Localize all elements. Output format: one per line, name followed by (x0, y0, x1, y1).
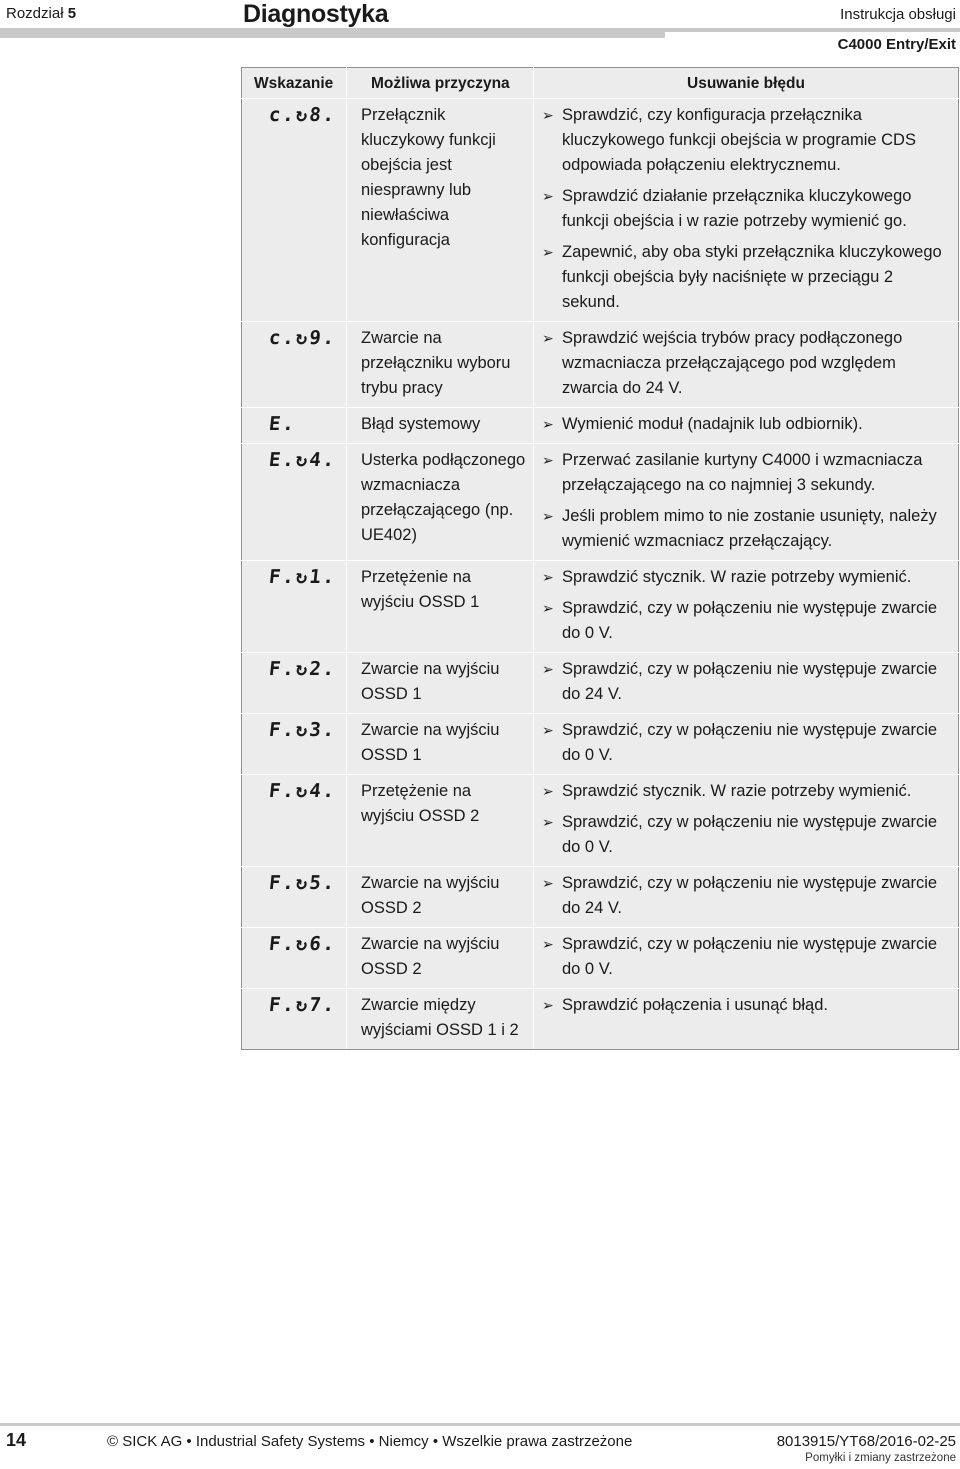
footer-rule (0, 1423, 960, 1426)
display-code: F.↻4. (267, 780, 338, 802)
remedy-text: Sprawdzić połączenia i usunąć błąd. (562, 996, 828, 1014)
header-cause: Możliwa przyczyna (347, 68, 534, 99)
footer-copyright: © SICK AG • Industrial Safety Systems • Niemcy • Wszelkie prawa zastrzeżone (107, 1433, 633, 1450)
remedy-text: Sprawdzić, czy w połączeniu nie występuje zwarcie do 24 V. (562, 660, 938, 703)
cause-cell: Przetężenie na wyjściu OSSD 2 (347, 775, 534, 867)
arrow-bullet-icon: ➢ (542, 188, 554, 204)
display-code: F.↻7. (267, 994, 338, 1016)
cause-cell: Przełącznik kluczykowy funkcji obejścia jest niesprawny lub niewłaściwa konfiguracja (347, 99, 534, 322)
arrow-bullet-icon: ➢ (542, 107, 554, 123)
table-row (242, 989, 959, 1050)
cause-cell: Zwarcie na wyjściu OSSD 1 (347, 714, 534, 775)
diagnostics-table (241, 67, 959, 1050)
remedy-cell (534, 989, 959, 1050)
remedy-cell (534, 561, 959, 653)
remedy-text: Sprawdzić stycznik. W razie potrzeby wymienić. (562, 568, 912, 586)
indication-cell (242, 653, 347, 714)
remedy-cell (534, 714, 959, 775)
cause-cell: Zwarcie na wyjściu OSSD 2 (347, 928, 534, 989)
display-code: c.↻8. (267, 104, 338, 126)
arrow-bullet-icon: ➢ (542, 600, 554, 616)
chapter-number: 5 (67, 5, 77, 22)
remedy-item (542, 184, 952, 234)
product-name: C4000 Entry/Exit (837, 36, 956, 53)
remedy-cell (534, 867, 959, 928)
header-remedy: Usuwanie błędu (534, 68, 959, 99)
arrow-bullet-icon: ➢ (542, 997, 554, 1013)
cause-cell: Zwarcie między wyjściami OSSD 1 i 2 (347, 989, 534, 1050)
table-row (242, 775, 959, 867)
chapter-prefix: Rozdział (6, 5, 64, 22)
header-rule-thick (0, 32, 665, 38)
arrow-bullet-icon: ➢ (542, 330, 554, 346)
remedy-item (542, 657, 952, 707)
display-code: F.↻1. (267, 566, 338, 588)
indication-cell (242, 775, 347, 867)
table-row (242, 714, 959, 775)
table-row (242, 561, 959, 653)
cause-cell: Błąd systemowy (347, 408, 534, 444)
table-row (242, 408, 959, 444)
remedy-cell (534, 99, 959, 322)
table-row (242, 653, 959, 714)
remedy-text: Przerwać zasilanie kurtyny C4000 i wzmacniacza przełączającego na co najmniej 3 sekundy. (562, 451, 923, 494)
remedy-text: Sprawdzić, czy w połączeniu nie występuje zwarcie do 0 V. (562, 599, 938, 642)
indication-cell (242, 561, 347, 653)
arrow-bullet-icon: ➢ (542, 508, 554, 524)
arrow-bullet-icon: ➢ (542, 661, 554, 677)
remedy-text: Sprawdzić, czy w połączeniu nie występuje zwarcie do 0 V. (562, 721, 938, 764)
remedy-text: Sprawdzić stycznik. W razie potrzeby wymienić. (562, 782, 912, 800)
display-code: c.↻9. (267, 327, 338, 349)
remedy-item (542, 326, 952, 401)
indication-cell (242, 867, 347, 928)
table-row (242, 99, 959, 322)
remedy-item (542, 932, 952, 982)
remedy-text: Sprawdzić działanie przełącznika kluczykowego funkcji obejścia i w razie potrzeby wymienić go. (562, 187, 912, 230)
table-header-row (242, 68, 959, 99)
remedy-item (542, 240, 952, 315)
arrow-bullet-icon: ➢ (542, 875, 554, 891)
display-code: F.↻2. (267, 658, 338, 680)
cause-cell: Zwarcie na wyjściu OSSD 1 (347, 653, 534, 714)
remedy-item (542, 565, 952, 590)
remedy-item (542, 448, 952, 498)
table-row (242, 867, 959, 928)
page-title: Diagnostyka (243, 0, 389, 28)
indication-cell (242, 714, 347, 775)
indication-cell (242, 99, 347, 322)
cause-cell: Przetężenie na wyjściu OSSD 1 (347, 561, 534, 653)
header-indication: Wskazanie (242, 68, 347, 99)
arrow-bullet-icon: ➢ (542, 244, 554, 260)
remedy-cell (534, 653, 959, 714)
cause-cell: Zwarcie na wyjściu OSSD 2 (347, 867, 534, 928)
arrow-bullet-icon: ➢ (542, 783, 554, 799)
arrow-bullet-icon: ➢ (542, 722, 554, 738)
remedy-item (542, 718, 952, 768)
remedy-cell (534, 775, 959, 867)
remedy-cell (534, 444, 959, 561)
arrow-bullet-icon: ➢ (542, 452, 554, 468)
indication-cell (242, 989, 347, 1050)
table-row (242, 928, 959, 989)
remedy-text: Sprawdzić, czy w połączeniu nie występuje zwarcie do 0 V. (562, 935, 938, 978)
display-code: E. (267, 413, 298, 435)
indication-cell (242, 408, 347, 444)
footer-note: Pomyłki i zmiany zastrzeżone (805, 1452, 956, 1464)
document-id: 8013915/YT68/2016-02-25 (776, 1433, 956, 1450)
remedy-cell (534, 322, 959, 408)
indication-cell (242, 322, 347, 408)
remedy-text: Zapewnić, aby oba styki przełącznika kluczykowego funkcji obejścia były naciśnięte w przeciągu 2 sekund. (562, 243, 942, 311)
arrow-bullet-icon: ➢ (542, 569, 554, 585)
remedy-text: Sprawdzić, czy konfiguracja przełącznika kluczykowego funkcji obejścia w programie CDS odpowiada połączeniu elektrycznemu. (562, 106, 916, 174)
remedy-item (542, 504, 952, 554)
remedy-item (542, 871, 952, 921)
remedy-text: Wymienić moduł (nadajnik lub odbiornik). (562, 415, 863, 433)
indication-cell (242, 444, 347, 561)
table-row (242, 444, 959, 561)
display-code: F.↻3. (267, 719, 338, 741)
remedy-item (542, 993, 952, 1018)
display-code: F.↻5. (267, 872, 338, 894)
remedy-item (542, 103, 952, 178)
remedy-item (542, 810, 952, 860)
remedy-text: Sprawdzić wejścia trybów pracy podłączonego wzmacniacza przełączającego pod względem zwarcia do 24 V. (562, 329, 903, 397)
remedy-item (542, 596, 952, 646)
remedy-cell (534, 408, 959, 444)
display-code: F.↻6. (267, 933, 338, 955)
display-code: E.↻4. (267, 449, 338, 471)
remedy-cell (534, 928, 959, 989)
manual-label: Instrukcja obsługi (840, 6, 956, 23)
arrow-bullet-icon: ➢ (542, 814, 554, 830)
remedy-text: Sprawdzić, czy w połączeniu nie występuje zwarcie do 0 V. (562, 813, 938, 856)
chapter-label (6, 5, 76, 22)
table-row (242, 322, 959, 408)
page-number: 14 (6, 1430, 27, 1450)
cause-cell: Zwarcie na przełączniku wyboru trybu pracy (347, 322, 534, 408)
remedy-item (542, 412, 952, 437)
cause-cell: Usterka podłączonego wzmacniacza przełączającego (np. UE402) (347, 444, 534, 561)
arrow-bullet-icon: ➢ (542, 936, 554, 952)
indication-cell (242, 928, 347, 989)
remedy-text: Jeśli problem mimo to nie zostanie usunięty, należy wymienić wzmacniacz przełączający. (562, 507, 937, 550)
remedy-text: Sprawdzić, czy w połączeniu nie występuje zwarcie do 24 V. (562, 874, 938, 917)
remedy-item (542, 779, 952, 804)
arrow-bullet-icon: ➢ (542, 416, 554, 432)
